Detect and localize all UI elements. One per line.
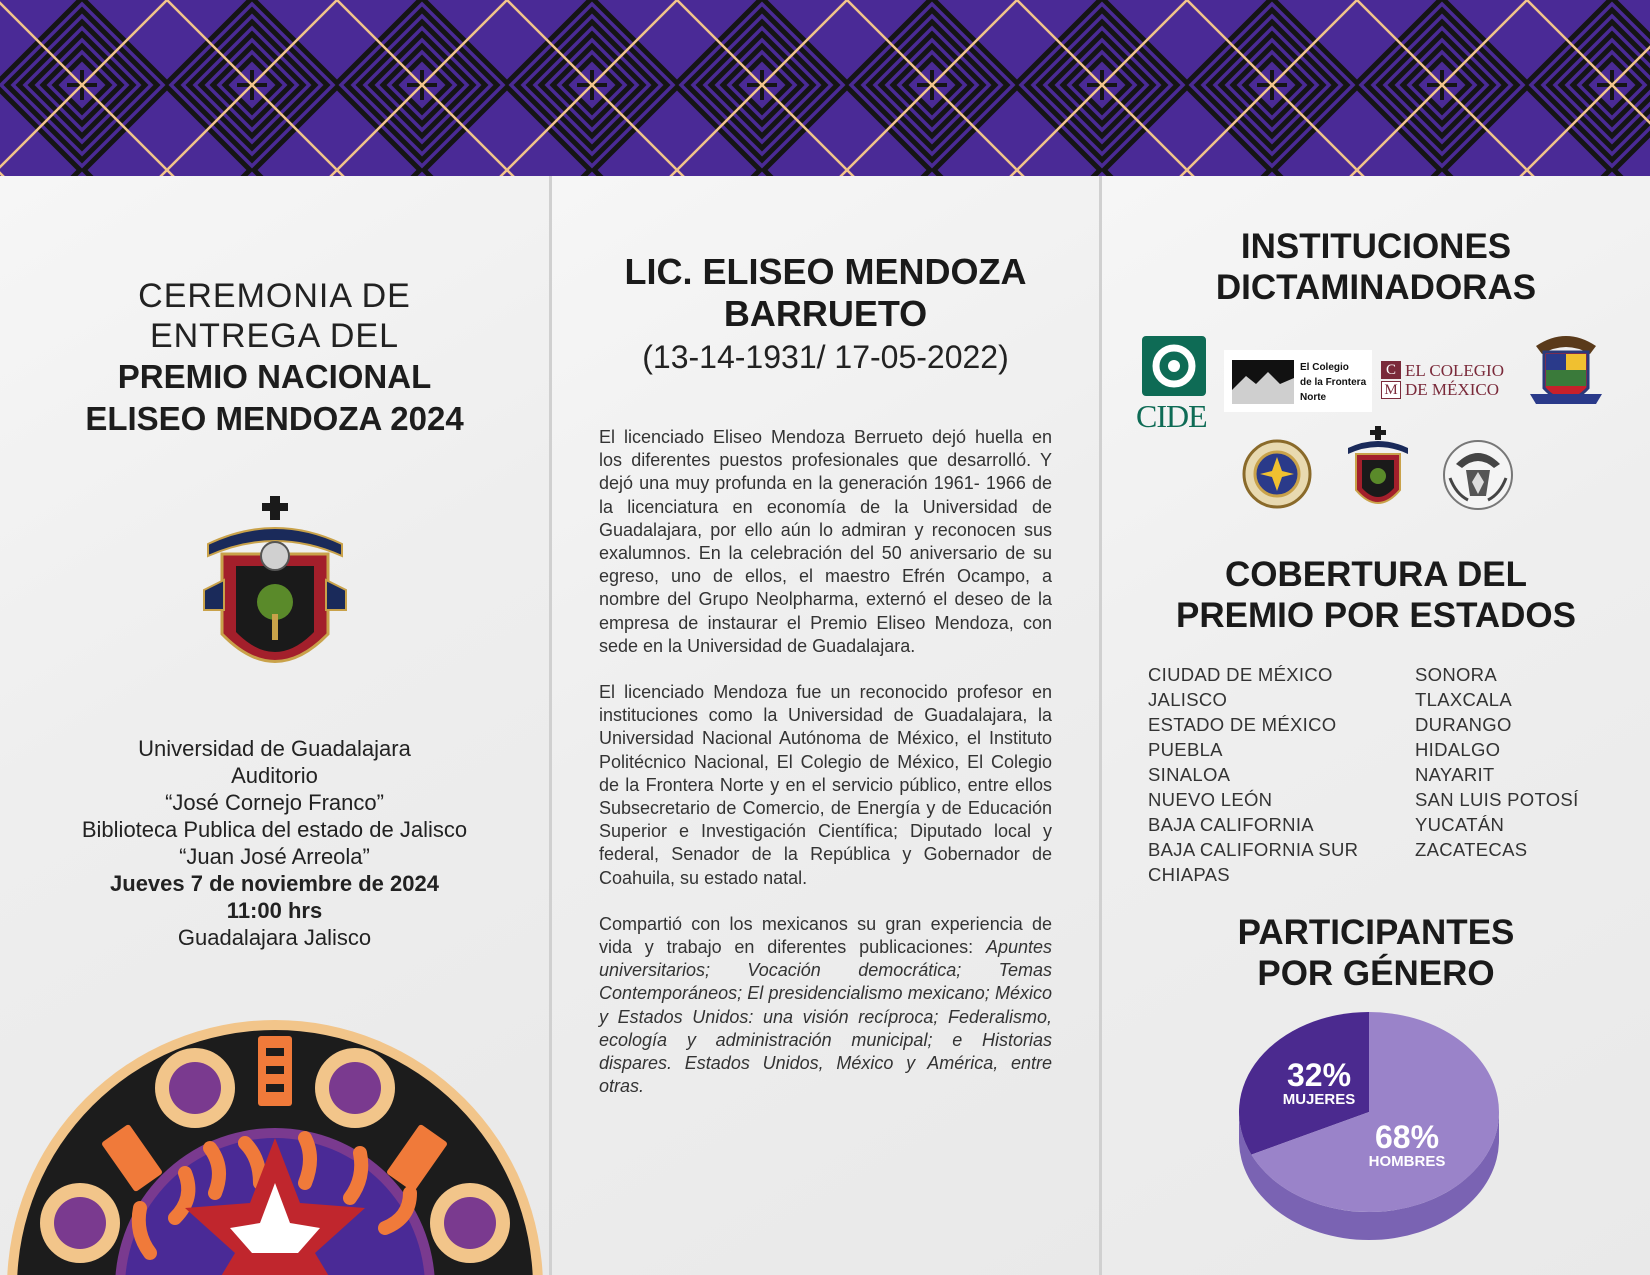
bio-heading <box>552 251 1099 379</box>
colef-text-line: de la Frontera <box>1300 377 1367 388</box>
biography-text <box>599 426 1052 1098</box>
udg-small-crest-logo <box>1346 426 1410 516</box>
venue-line: Biblioteca Publica del estado de Jalisco <box>81 817 468 842</box>
state-item: ESTADO DE MÉXICO <box>1148 714 1337 735</box>
state-item: TLAXCALA <box>1415 689 1512 710</box>
unam-seal-logo <box>1442 438 1514 512</box>
heading-line: PARTICIPANTES <box>1237 913 1515 952</box>
udg-crest-logo <box>200 494 350 689</box>
colmex-text <box>1405 361 1504 399</box>
event-date: Jueves 7 de noviembre de 2024 <box>110 871 439 896</box>
banner-pattern <box>0 0 1650 176</box>
pie-value-label: 68% <box>1374 1119 1440 1155</box>
venue-line: “José Cornejo Franco” <box>165 790 384 815</box>
publications-list: Apuntes universitarios; Vocación democrática; Temas Contemporáneos; El presidencialismo mexicano; México y Estados Unidos: una visión recíproca; Federalismo, ecología y administración municipal; e Historias dispares. Estados Unidos, México y América, entre otras. <box>599 937 1052 1097</box>
state-item: JALISCO <box>1148 689 1228 710</box>
venue-line: Universidad de Guadalajara <box>138 736 411 761</box>
venue-line: “Juan José Arreola” <box>179 844 370 869</box>
state-item: SONORA <box>1415 664 1497 685</box>
states-list-left <box>1148 662 1408 887</box>
state-item: HIDALGO <box>1415 739 1501 760</box>
state-item: YUCATÁN <box>1415 814 1505 835</box>
state-item: SINALOA <box>1148 764 1231 785</box>
name-line: BARRUETO <box>723 293 928 334</box>
coverage-heading <box>1102 554 1650 636</box>
heading-line: PREMIO POR ESTADOS <box>1176 596 1576 635</box>
state-item: ZACATECAS <box>1415 839 1528 860</box>
title-line: ENTREGA DEL <box>149 317 400 355</box>
heading-line: COBERTURA DEL <box>1224 555 1528 594</box>
heading-line: POR GÉNERO <box>1257 954 1495 993</box>
venue-info <box>0 735 549 951</box>
state-item: DURANGO <box>1415 714 1512 735</box>
colef-text-line: El Colegio <box>1300 362 1349 373</box>
panel-ceremony <box>0 176 549 1275</box>
state-item: BAJA CALIFORNIA SUR <box>1148 839 1359 860</box>
pie-label-women <box>1264 1058 1374 1108</box>
states-list-right <box>1415 662 1635 862</box>
colmex-initial: M <box>1381 381 1401 399</box>
state-item: NUEVO LEÓN <box>1148 789 1273 810</box>
colef-text <box>1300 360 1366 405</box>
state-item: NAYARIT <box>1415 764 1495 785</box>
colmex-text-line: EL COLEGIO <box>1405 361 1504 380</box>
uanl-seal-logo <box>1242 439 1312 509</box>
state-item: BAJA CALIFORNIA <box>1148 814 1314 835</box>
event-city: Guadalajara Jalisco <box>177 925 372 950</box>
pie-value-label: 32% <box>1286 1057 1352 1093</box>
name-line: LIC. ELISEO MENDOZA <box>624 251 1027 292</box>
life-dates: (13-14-1931/ 17-05-2022) <box>642 339 1009 375</box>
cide-wordmark: CIDE <box>1136 398 1207 434</box>
cide-logo <box>1136 336 1216 436</box>
state-item: PUEBLA <box>1148 739 1223 760</box>
heading-line: DICTAMINADORAS <box>1215 268 1537 307</box>
state-item: CHIAPAS <box>1148 864 1230 885</box>
colmex-initial: C <box>1381 361 1401 379</box>
colmex-text-line: DE MÉXICO <box>1405 380 1499 399</box>
brochure-page <box>0 176 1650 1275</box>
gender-pie-chart <box>1224 1012 1514 1267</box>
colef-text-line: Norte <box>1300 392 1327 403</box>
event-time: 11:00 hrs <box>226 898 323 923</box>
publications-intro: Compartió con los mexicanos su gran experiencia de vida y trabajo en diferentes publicaciones: <box>599 913 1052 958</box>
venue-line: Auditorio <box>231 763 318 788</box>
colef-logo <box>1224 350 1372 412</box>
ceremony-title <box>0 276 549 440</box>
title-line: PREMIO NACIONAL <box>117 358 432 395</box>
title-line: CEREMONIA DE <box>138 277 411 315</box>
sun-medallion-illustration <box>0 1018 549 1275</box>
institutions-heading <box>1102 226 1650 308</box>
bio-paragraph: El licenciado Mendoza fue un reconocido profesor en instituciones como la Universidad de Guadalajara, la Universidad Nacional Autónoma de México, el Instituto Politécnico Nacional, El Colegio de México, El Colegio de la Frontera Norte y en el servicio público, entre ellos Subsecretario de Comercio, de Energía y de Educación Superior e Investigación Científica; Diputado local y federal, Senador de la República y Gobernador de Coahuila, su estado natal. <box>599 682 1052 888</box>
bio-paragraph <box>599 913 1052 1099</box>
pie-label-men <box>1352 1120 1462 1170</box>
decorative-banner <box>0 0 1650 176</box>
colmex-logo <box>1381 361 1516 401</box>
pie-category-label: MUJERES <box>1282 1091 1356 1108</box>
heading-line: INSTITUCIONES <box>1240 227 1512 266</box>
panel-institutions <box>1102 176 1650 1275</box>
gender-heading <box>1102 912 1650 994</box>
bio-paragraph: El licenciado Eliseo Mendoza Berrueto dejó huella en los diferentes puestos profesionales que desarrolló. Y dejó una muy profunda en la generación 1961- 1966 de la licenciatura en economía de la Universidad de Guadalajara, por ello aún lo admiran y reconocen sus exalumnos. En la celebración del 50 aniversario de su egreso, uno de ellos, el maestro Efrén Ocampo, a nombre del Grupo Neolpharma, externó el deseo de la empresa de instaurar el Premio Eliseo Mendoza, con sede en la Universidad de Guadalajara. <box>599 427 1052 656</box>
pie-category-label: HOMBRES <box>1368 1153 1446 1170</box>
panel-biography <box>552 176 1099 1275</box>
coahuila-crest-logo <box>1530 332 1602 412</box>
state-item: SAN LUIS POTOSÍ <box>1415 789 1579 810</box>
state-item: CIUDAD DE MÉXICO <box>1148 664 1333 685</box>
title-line: ELISEO MENDOZA 2024 <box>85 400 464 437</box>
